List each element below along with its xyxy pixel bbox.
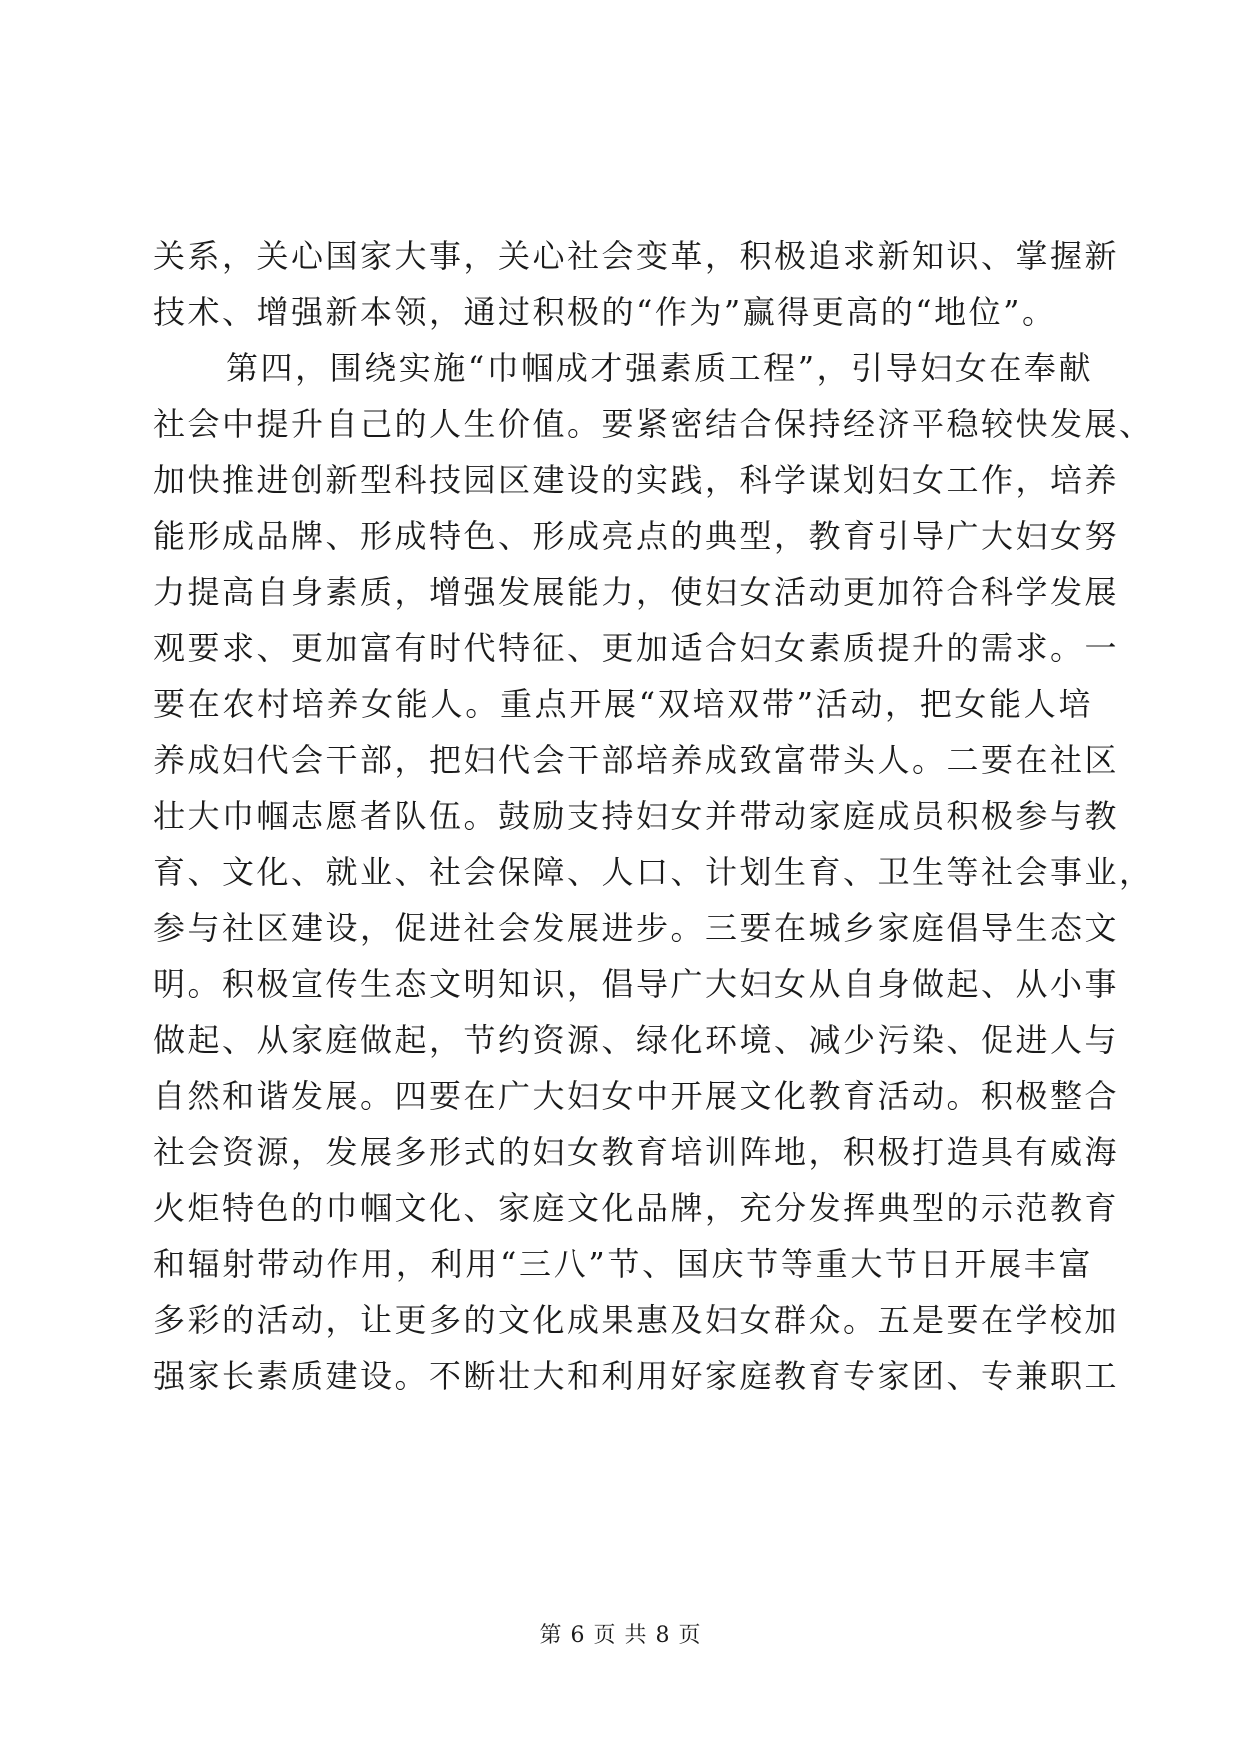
text-line: 明。积极宣传生态文明知识，倡导广大妇女从自身做起、从小事 [153, 965, 1120, 1003]
text-line: 力提高自身素质，增强发展能力，使妇女活动更加符合科学发展 [153, 573, 1120, 611]
text-line: 观要求、更加富有时代特征、更加适合妇女素质提升的需求。一 [153, 629, 1120, 667]
text-line: 火炬特色的巾帼文化、家庭文化品牌，充分发挥典型的示范教育 [153, 1189, 1120, 1227]
page-number: 第 6 页 共 8 页 [539, 1623, 702, 1648]
text-line: 能形成品牌、形成特色、形成亮点的典型，教育引导广大妇女努 [153, 517, 1120, 555]
text-line: 第四，围绕实施“巾帼成才强素质工程”，引导妇女在奉献 [226, 349, 1093, 387]
text-line: 加快推进创新型科技园区建设的实践，科学谋划妇女工作，培养 [153, 461, 1120, 499]
text-line: 壮大巾帼志愿者队伍。鼓励支持妇女并带动家庭成员积极参与教 [153, 797, 1120, 835]
text-line: 多彩的活动，让更多的文化成果惠及妇女群众。五是要在学校加 [153, 1301, 1120, 1339]
text-line: 社会资源，发展多形式的妇女教育培训阵地，积极打造具有威海 [153, 1133, 1120, 1171]
body-text [153, 228, 1154, 1404]
text-line: 和辐射带动作用，利用“三八”节、国庆节等重大节日开展丰富 [153, 1245, 1093, 1283]
text-line: 要在农村培养女能人。重点开展“双培双带”活动，把女能人培 [153, 685, 1093, 723]
paragraph-1 [153, 228, 1120, 340]
text-line: 育、文化、就业、社会保障、人口、计划生育、卫生等社会事业， [153, 853, 1154, 891]
text-line: 参与社区建设，促进社会发展进步。三要在城乡家庭倡导生态文 [153, 909, 1120, 947]
text-line: 关系，关心国家大事，关心社会变革，积极追求新知识、掌握新 [153, 237, 1120, 275]
text-line: 养成妇代会干部，把妇代会干部培养成致富带头人。二要在社区 [153, 741, 1120, 779]
text-line: 自然和谐发展。四要在广大妇女中开展文化教育活动。积极整合 [153, 1077, 1120, 1115]
text-line: 强家长素质建设。不断壮大和利用好家庭教育专家团、专兼职工 [153, 1357, 1120, 1395]
text-line: 社会中提升自己的人生价值。要紧密结合保持经济平稳较快发展、 [153, 405, 1154, 443]
page-footer [0, 1618, 1241, 1649]
text-line: 技术、增强新本领，通过积极的“作为”赢得更高的“地位”。 [153, 293, 1057, 331]
paragraph-2 [153, 340, 1154, 1404]
text-line: 做起、从家庭做起，节约资源、绿化环境、减少污染、促进人与 [153, 1021, 1120, 1059]
